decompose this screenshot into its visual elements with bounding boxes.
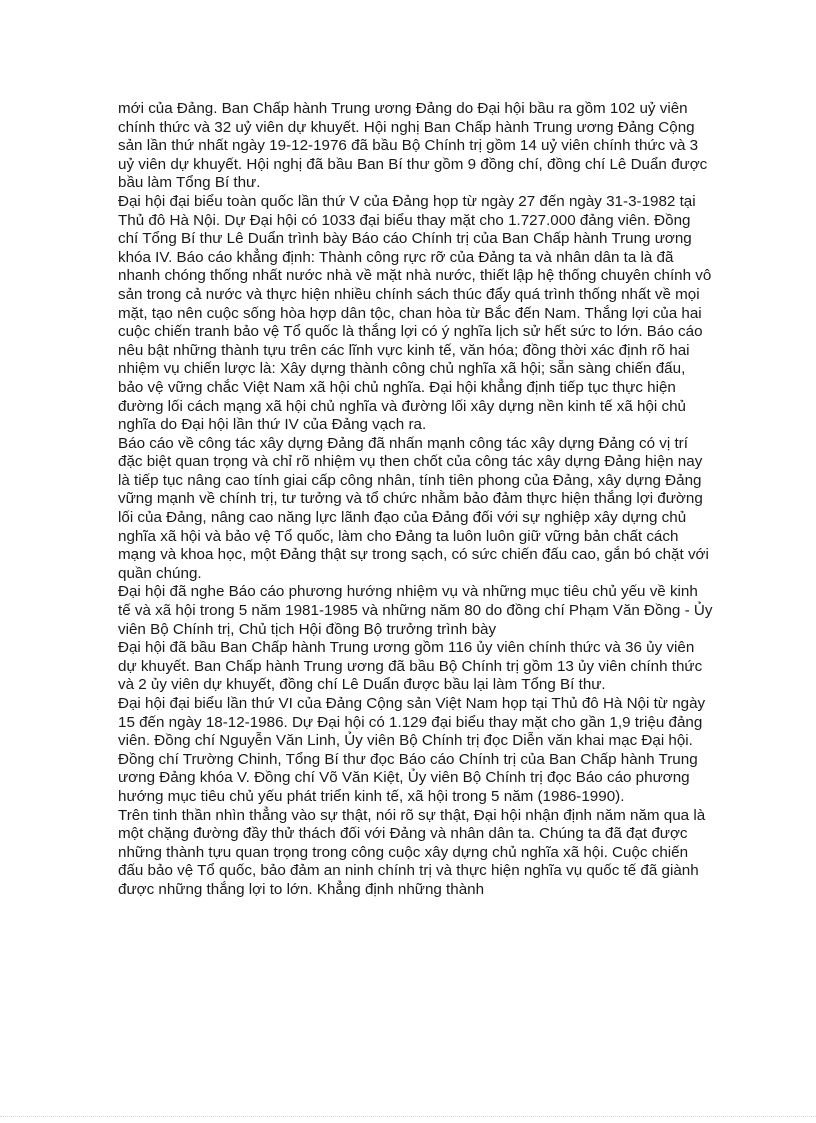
paragraph-2: Đại hội đại biểu toàn quốc lần thứ V của Đảng họp từ ngày 27 đến ngày 31-3-1982 tại Thủ đô Hà Nội. Dự Đại hội có 1033 đại biểu thay mặt cho 1.727.000 đảng viên. Đồng chí Tổng Bí thư Lê Duẩn trình bày Báo cáo Chính trị của Ban Chấp hành Trung ương khóa IV. Báo cáo khẳng định: Thành công rực rỡ của Đảng ta và nhân dân ta là đã nhanh chóng thống nhất nước nhà về mặt nhà nước, thiết lập hệ thống chuyên chính vô sản trong cả nước và thực hiện nhiều chính sách thúc đẩy quá trình thống nhất về mọi mặt, tạo nên cuộc sống hòa hợp dân tộc, chan hòa từ Bắc đến Nam. Thắng lợi của hai cuộc chiến tranh bảo vệ Tổ quốc là thắng lợi có ý nghĩa lịch sử hết sức to lớn. Báo cáo nêu bật những thành tựu trên các lĩnh vực kinh tế, văn hóa; đồng thời xác định rõ hai nhiệm vụ chiến lược là: Xây dựng thành công chủ nghĩa xã hội; sẵn sàng chiến đấu, bảo vệ vững chắc Việt Nam xã hội chủ nghĩa. Đại hội khẳng định tiếp tục thực hiện đường lối cách mạng xã hội chủ nghĩa và đường lối xây dựng nền kinh tế xã hội chủ nghĩa do Đại hội lần thứ IV của Đảng vạch ra. bbox=[118, 192, 712, 434]
paragraph-7: Trên tinh thần nhìn thẳng vào sự thật, nói rõ sự thật, Đại hội nhận định năm năm qua là một chặng đường đầy thử thách đối với Đảng và nhân dân ta. Chúng ta đã đạt được những thành tựu quan trọng trong công cuộc xây dựng chủ nghĩa xã hội. Cuộc chiến đấu bảo vệ Tổ quốc, bảo đảm an ninh chính trị và thực hiện nghĩa vụ quốc tế đã giành được những thắng lợi to lớn. Khẳng định những thành bbox=[118, 806, 706, 898]
page-bottom-divider bbox=[0, 1116, 816, 1117]
paragraph-4: Đại hội đã nghe Báo cáo phương hướng nhiệm vụ và những mục tiêu chủ yếu về kinh tế và xã hội trong 5 năm 1981-1985 và những năm 80 do đồng chí Phạm Văn Đồng - Ủy viên Bộ Chính trị, Chủ tịch Hội đồng Bộ trưởng trình bày bbox=[118, 583, 713, 638]
document-body bbox=[118, 100, 714, 900]
paragraph-1: mới của Đảng. Ban Chấp hành Trung ương Đảng do Đại hội bầu ra gồm 102 uỷ viên chính thức và 32 uỷ viên dự khuyết. Hội nghị Ban Chấp hành Trung ương Đảng Cộng sản lần thứ nhất ngày 19-12-1976 đã bầu Bộ Chính trị gồm 14 uỷ viên chính thức và 3 uỷ viên dự khuyết. Hội nghị đã bầu Ban Bí thư gồm 9 đồng chí, đồng chí Lê Duẩn được bầu làm Tổng Bí thư. bbox=[118, 100, 708, 192]
paragraph-5: Đại hội đã bầu Ban Chấp hành Trung ương gồm 116 ủy viên chính thức và 36 ủy viên dự khuyết. Ban Chấp hành Trung ương đã bầu Bộ Chính trị gồm 13 ủy viên chính thức và 2 ủy viên dự khuyết, đồng chí Lê Duẩn được bầu lại làm Tổng Bí thư. bbox=[118, 639, 703, 694]
paragraph-6: Đại hội đại biểu lần thứ VI của Đảng Cộng sản Việt Nam họp tại Thủ đô Hà Nội từ ngày 15 đến ngày 18-12-1986. Dự Đại hội có 1.129 đại biểu thay mặt cho gần 1,9 triệu đảng viên. Đồng chí Nguyễn Văn Linh, Ủy viên Bộ Chính trị đọc Diễn văn khai mạc Đại hội. Đồng chí Trường Chinh, Tổng Bí thư đọc Báo cáo Chính trị của Ban Chấp hành Trung ương Đảng khóa V. Đồng chí Võ Văn Kiệt, Ủy viên Bộ Chính trị đọc Báo cáo phương hướng mục tiêu chủ yếu phát triển kinh tế, xã hội trong 5 năm (1986-1990). bbox=[118, 695, 706, 805]
paragraph-3: Báo cáo về công tác xây dựng Đảng đã nhấn mạnh công tác xây dựng Đảng có vị trí đặc biệt quan trọng và chỉ rõ nhiệm vụ then chốt của công tác xây dựng Đảng hiện nay là tiếp tục nâng cao tính giai cấp công nhân, tính tiên phong của Đảng, xây dựng Đảng vững mạnh về chính trị, tư tưởng và tổ chức nhằm bảo đảm thực hiện thắng lợi đường lối của Đảng, nâng cao năng lực lãnh đạo của Đảng đối với sự nghiệp xây dựng chủ nghĩa xã hội và bảo vệ Tổ quốc, làm cho Đảng ta luôn luôn giữ vững bản chất cách mạng và khoa học, một Đảng thật sự trong sạch, có sức chiến đấu cao, gắn bó chặt với quần chúng. bbox=[118, 434, 709, 582]
